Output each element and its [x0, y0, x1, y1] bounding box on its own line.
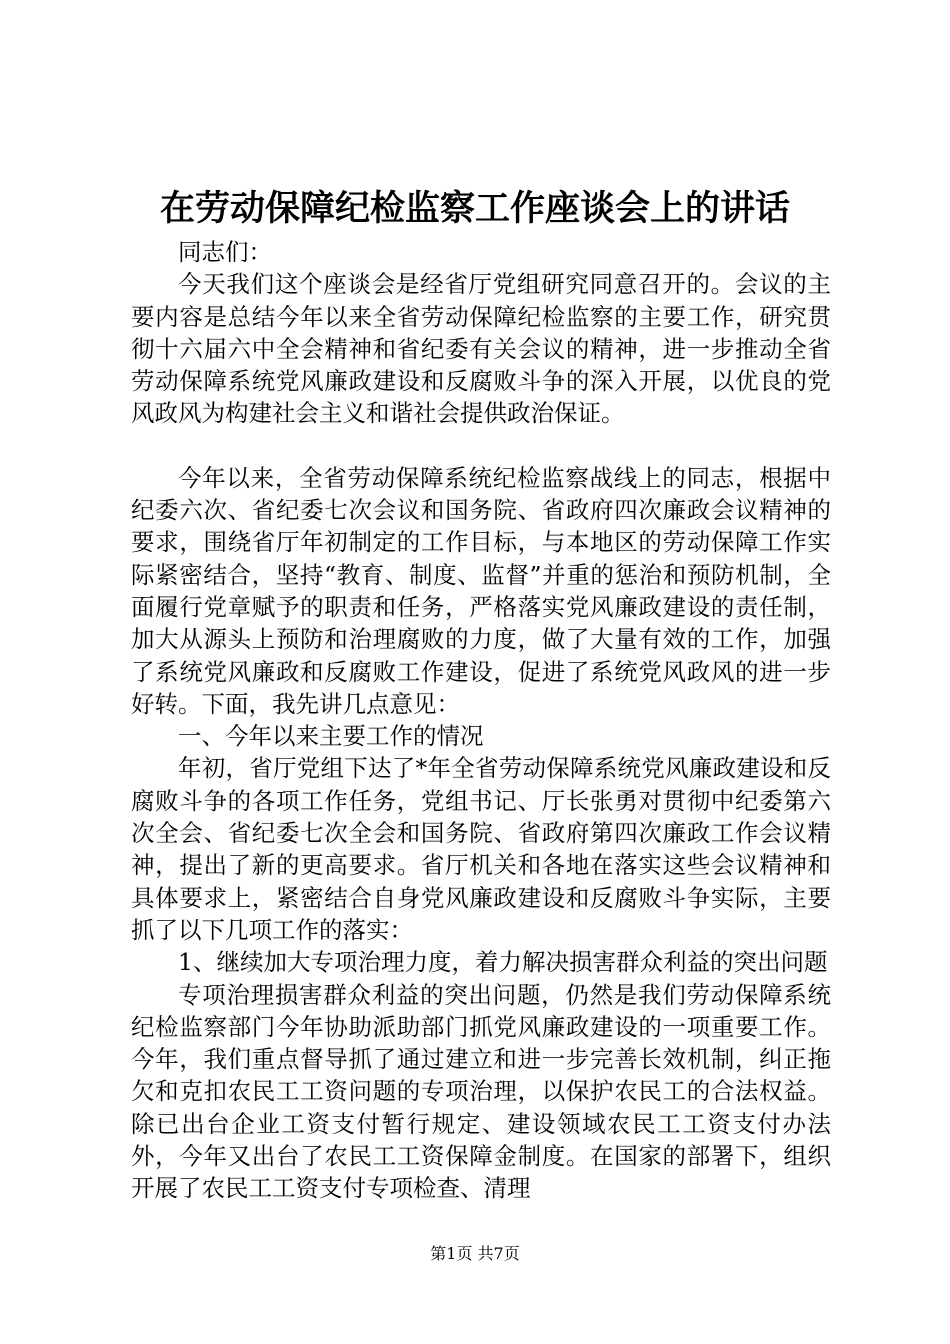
paragraph-overview: 今年以来，全省劳动保障系统纪检监察战线上的同志，根据中纪委六次、省纪委七次会议和国务院、省政府四次廉政会议精神的要求，围绕省厅年初制定的工作目标，与本地区的劳动保障工作实际紧密结合，坚持“教育、制度、监督”并重的惩治和预防机制，全面履行党章赋予的职责和任务，严格落实党风廉政建设的责任制，加大从源头上预防和治理腐败的力度，做了大量有效的工作，加强了系统党风廉政和反腐败工作建设，促进了系统党风政风的进一步好转。下面，我先讲几点意见： — [131, 463, 831, 718]
page-footer: 第1页 共7页 — [430, 1244, 520, 1263]
subsection-heading-1: 1、继续加大专项治理力度，着力解决损害群众利益的突出问题 — [178, 948, 828, 977]
document-body — [131, 236, 831, 1205]
paragraph-section-1: 年初，省厅党组下达了*年全省劳动保障系统党风廉政建设和反腐败斗争的各项工作任务，党组书记、厅长张勇对贯彻中纪委第六次全会、省纪委七次全会和国务院、省政府第四次廉政工作会议精神，提出了新的更高要求。省厅机关和各地在落实这些会议精神和具体要求上，紧密结合自身党风廉政建设和反腐败斗争实际，主要抓了以下几项工作的落实： — [131, 754, 831, 944]
salutation: 同志们： — [178, 238, 272, 266]
paragraph-subsection-1: 专项治理损害群众利益的突出问题，仍然是我们劳动保障系统纪检监察部门今年协助派助部门抓党风廉政建设的一项重要工作。今年，我们重点督导抓了通过建立和进一步完善长效机制，纠正拖欠和克扣农民工工资问题的专项治理，以保护农民工的合法权益。除已出台企业工资支付暂行规定、建设领域农民工工资支付办法外，今年又出台了农民工工资保障金制度。在国家的部署下，组织开展了农民工工资支付专项检查、清理 — [131, 980, 831, 1203]
paragraph-intro: 今天我们这个座谈会是经省厅党组研究同意召开的。会议的主要内容是总结今年以来全省劳动保障纪检监察的主要工作，研究贯彻十六届六中全会精神和省纪委有关会议的精神，进一步推动全省劳动保障系统党风廉政建设和反腐败斗争的深入开展，以优良的党风政风为构建社会主义和谐社会提供政治保证。 — [131, 270, 831, 428]
section-heading-1: 一、今年以来主要工作的情况 — [178, 722, 484, 751]
document-title: 在劳动保障纪检监察工作座谈会上的讲话 — [159, 188, 790, 229]
